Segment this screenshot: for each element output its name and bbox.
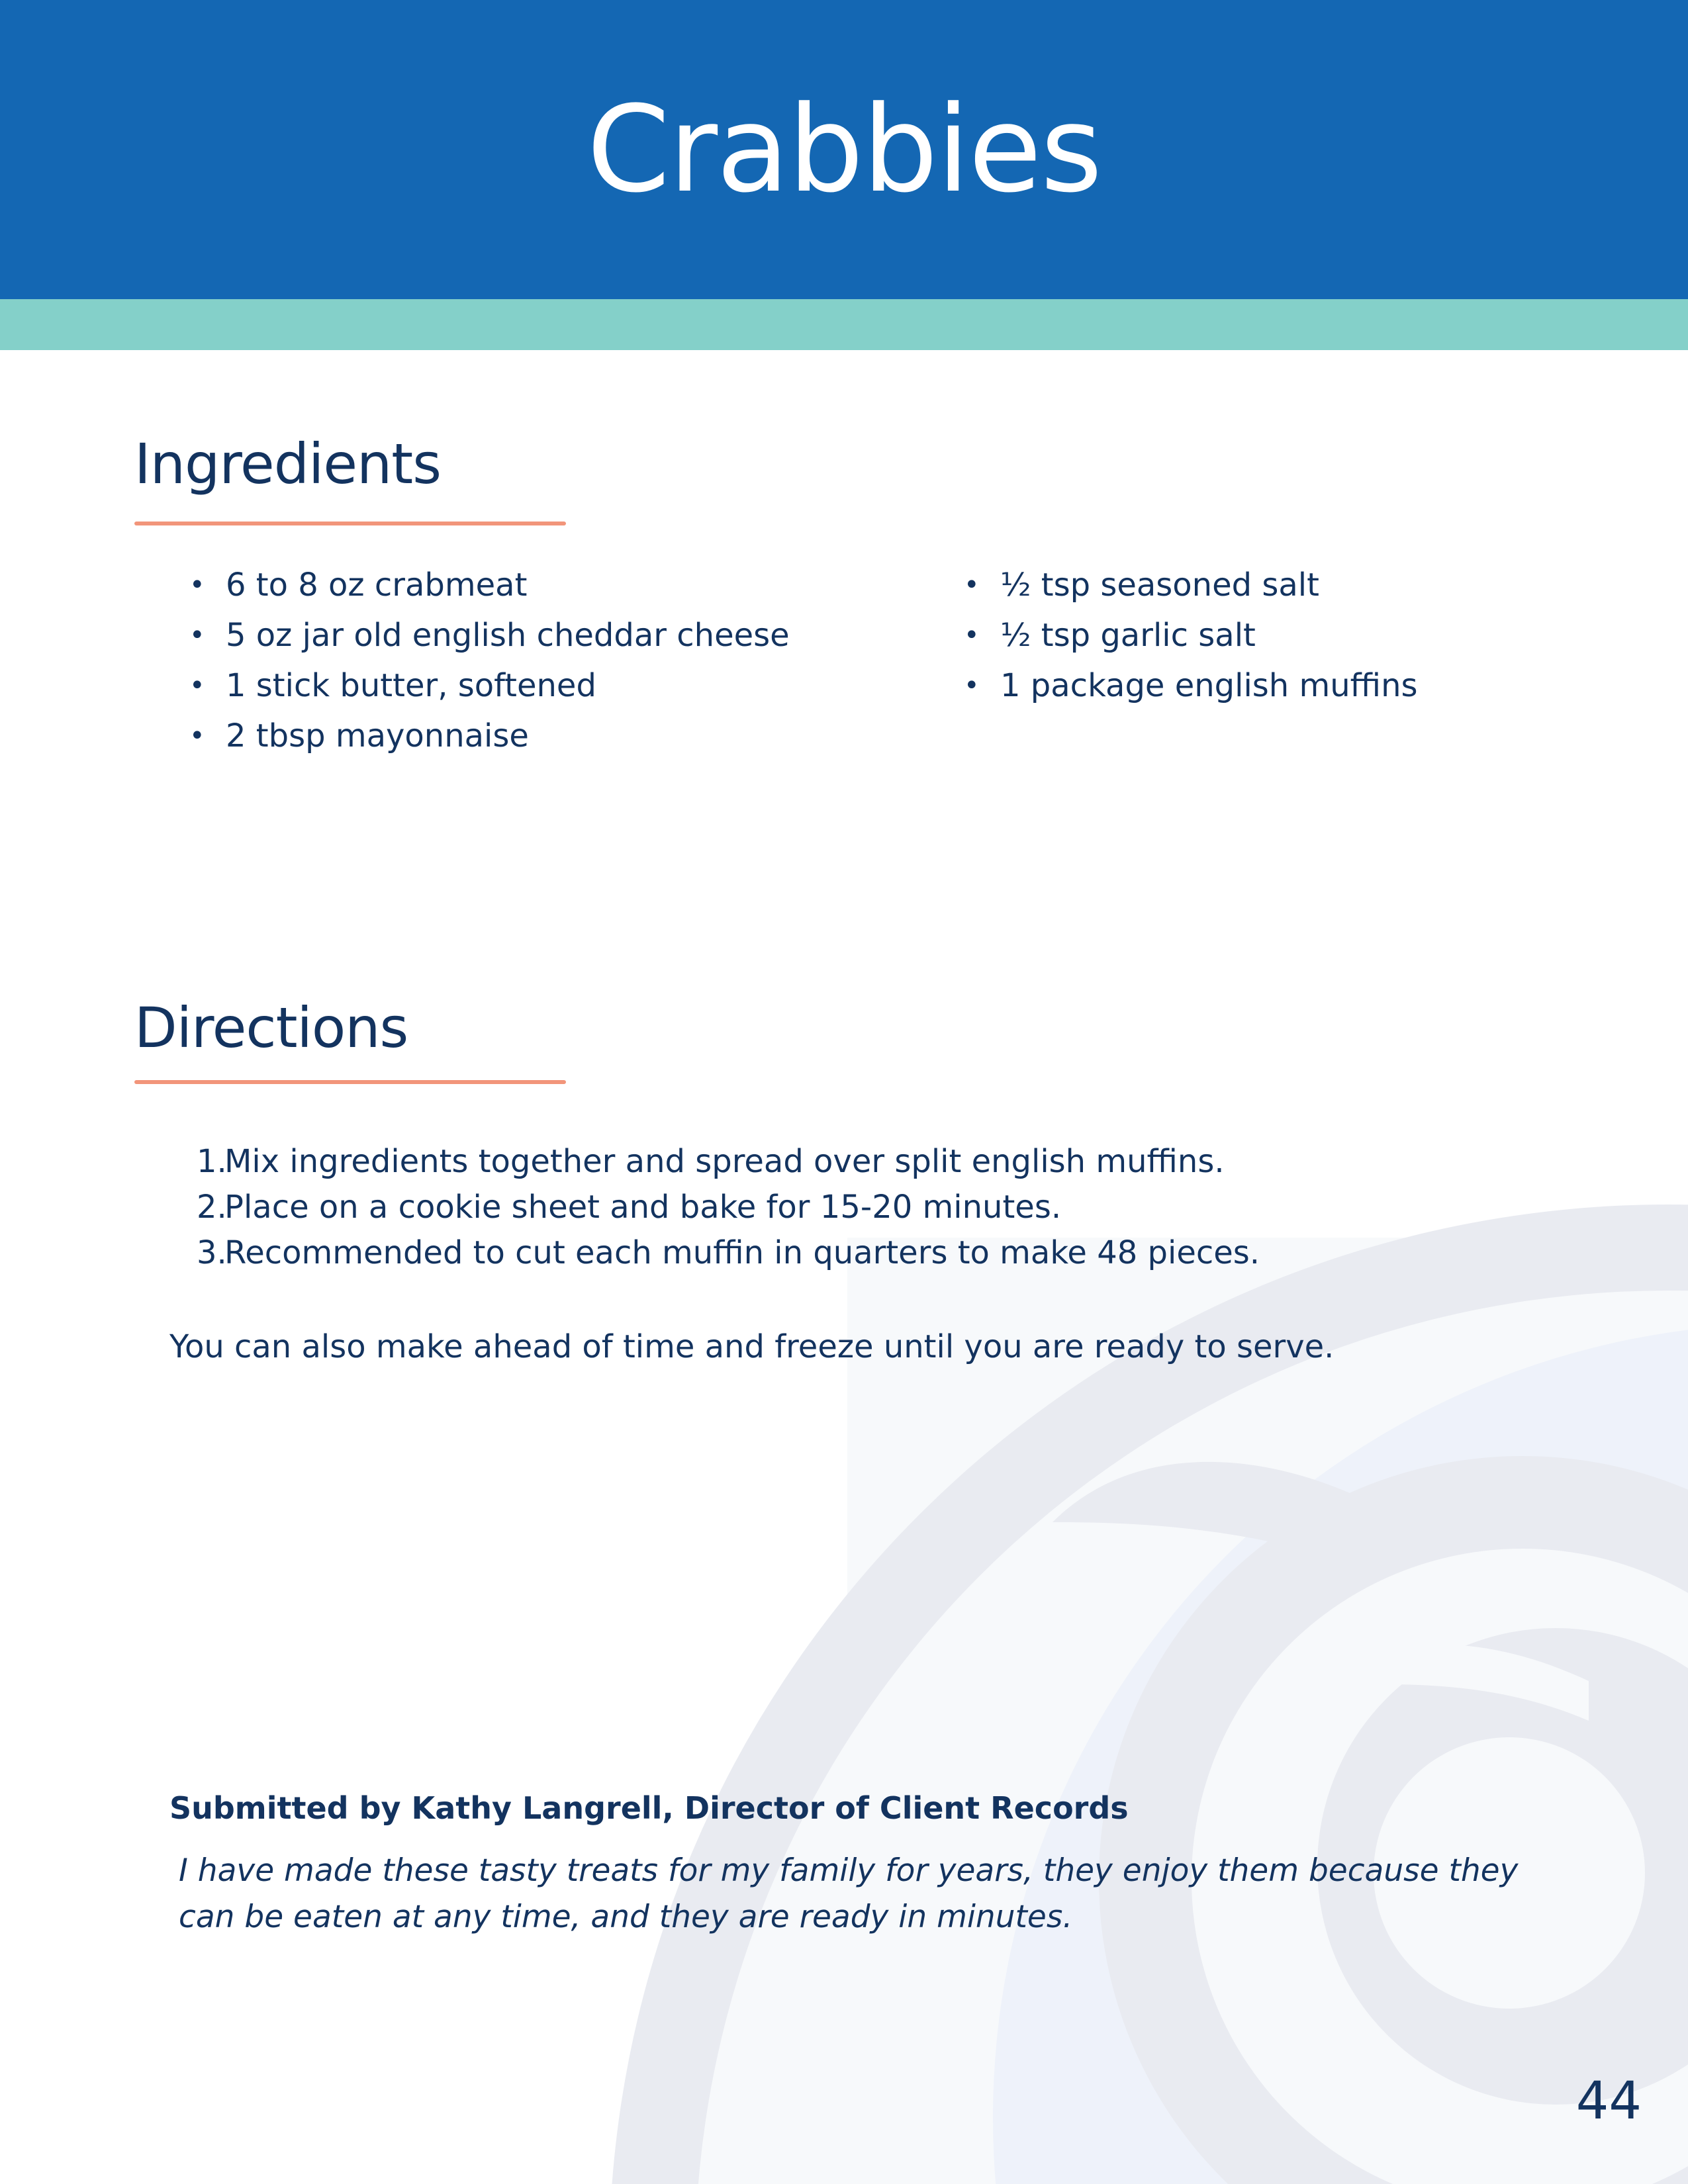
submitter-quote: I have made these tasty treats for my family for years, they enjoy them because they can be eaten at any time, and they are ready in minutes. xyxy=(179,1852,1519,1935)
page-number: 44 xyxy=(1575,2071,1642,2131)
ingredients-list-left xyxy=(189,560,790,761)
step-number: 3. xyxy=(197,1234,227,1271)
step-number: 2. xyxy=(197,1189,227,1226)
directions-rule xyxy=(134,1080,566,1084)
ingredients-heading: Ingredients xyxy=(134,432,441,496)
recipe-title: Crabbies xyxy=(586,80,1102,219)
step-text: Mix ingredients together and spread over split english muffins. xyxy=(224,1143,1225,1180)
direction-step xyxy=(197,1139,1260,1185)
ingredient-item: • 1 stick butter, softened xyxy=(189,660,790,711)
direction-step xyxy=(197,1230,1260,1276)
ingredient-item: • 6 to 8 oz crabmeat xyxy=(189,560,790,610)
ingredient-item: • ½ tsp seasoned salt xyxy=(964,560,1418,610)
ingredient-item: • 2 tbsp mayonnaise xyxy=(189,711,790,761)
direction-step xyxy=(197,1185,1260,1230)
ingredients-list-right xyxy=(964,560,1418,711)
directions-heading: Directions xyxy=(134,995,408,1060)
submitted-by: Submitted by Kathy Langrell, Director of Client Records xyxy=(169,1790,1129,1826)
accent-band xyxy=(0,299,1688,350)
ingredients-rule xyxy=(134,522,566,525)
ingredient-item: • 5 oz jar old english cheddar cheese xyxy=(189,610,790,660)
directions-note: You can also make ahead of time and freeze until you are ready to serve. xyxy=(169,1328,1335,1365)
step-text: Place on a cookie sheet and bake for 15-20 minutes. xyxy=(224,1189,1062,1226)
ingredient-item: • 1 package english muffins xyxy=(964,660,1418,711)
header-banner xyxy=(0,0,1688,299)
directions-list xyxy=(197,1139,1260,1276)
step-number: 1. xyxy=(197,1143,227,1180)
step-text: Recommended to cut each muffin in quarters to make 48 pieces. xyxy=(224,1234,1260,1271)
ingredient-item: • ½ tsp garlic salt xyxy=(964,610,1418,660)
